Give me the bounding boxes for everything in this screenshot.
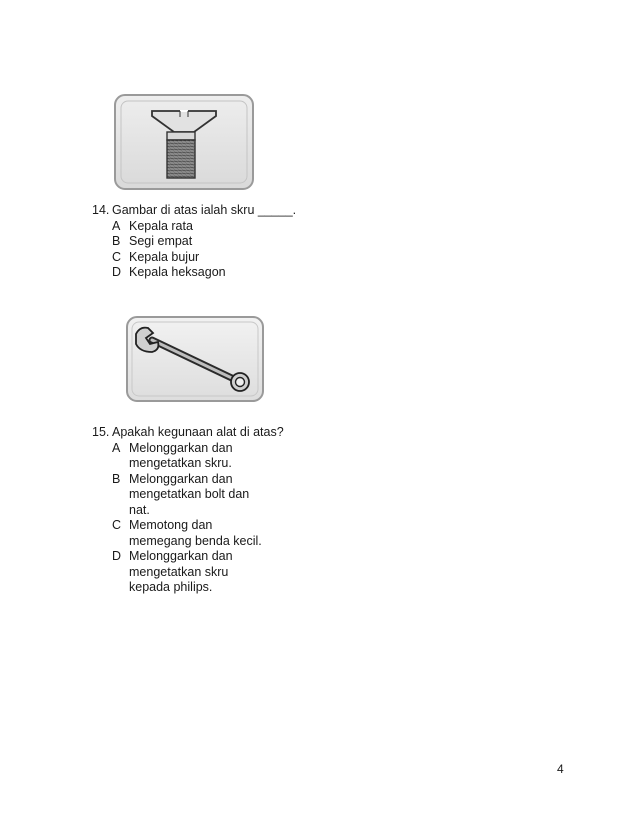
question-stem [92,425,392,441]
option-letter: A [112,440,121,455]
option-b [112,472,392,519]
option-letter: D [112,549,122,563]
option-letter: B [112,234,121,248]
option-letter: B [112,471,121,486]
page-number: 4 [557,762,564,776]
option-text: Memotong dan memegang benda kecil. [129,518,262,548]
option-c [112,250,392,266]
option-text: Kepala heksagon [129,265,226,279]
option-text: Melonggarkan dan mengetatkan skru kepada philips. [129,549,233,594]
option-letter: A [112,218,121,233]
option-letter: C [112,518,122,532]
option-text: Melonggarkan dan mengetatkan bolt dan nat. [129,471,250,517]
question-14 [92,203,392,281]
question-15 [92,425,392,596]
option-letter: C [112,249,122,264]
question-text: Apakah kegunaan alat di atas? [112,425,284,439]
option-d [112,265,392,281]
option-a [112,441,392,472]
option-a [112,219,392,235]
question-text: Gambar di atas ialah skru _____. [112,203,297,217]
option-letter: D [112,265,122,279]
option-b [112,234,392,250]
option-c [112,518,392,549]
question-stem [92,203,392,219]
option-text: Kepala bujur [129,249,200,264]
screw-image [114,94,254,190]
question-number: 14. [92,203,110,217]
option-text: Kepala rata [129,218,193,233]
option-text: Melonggarkan dan mengetatkan skru. [129,440,233,470]
question-number: 15. [92,425,110,439]
wrench-image [126,316,264,402]
option-d [112,549,392,596]
option-text: Segi empat [129,234,193,248]
